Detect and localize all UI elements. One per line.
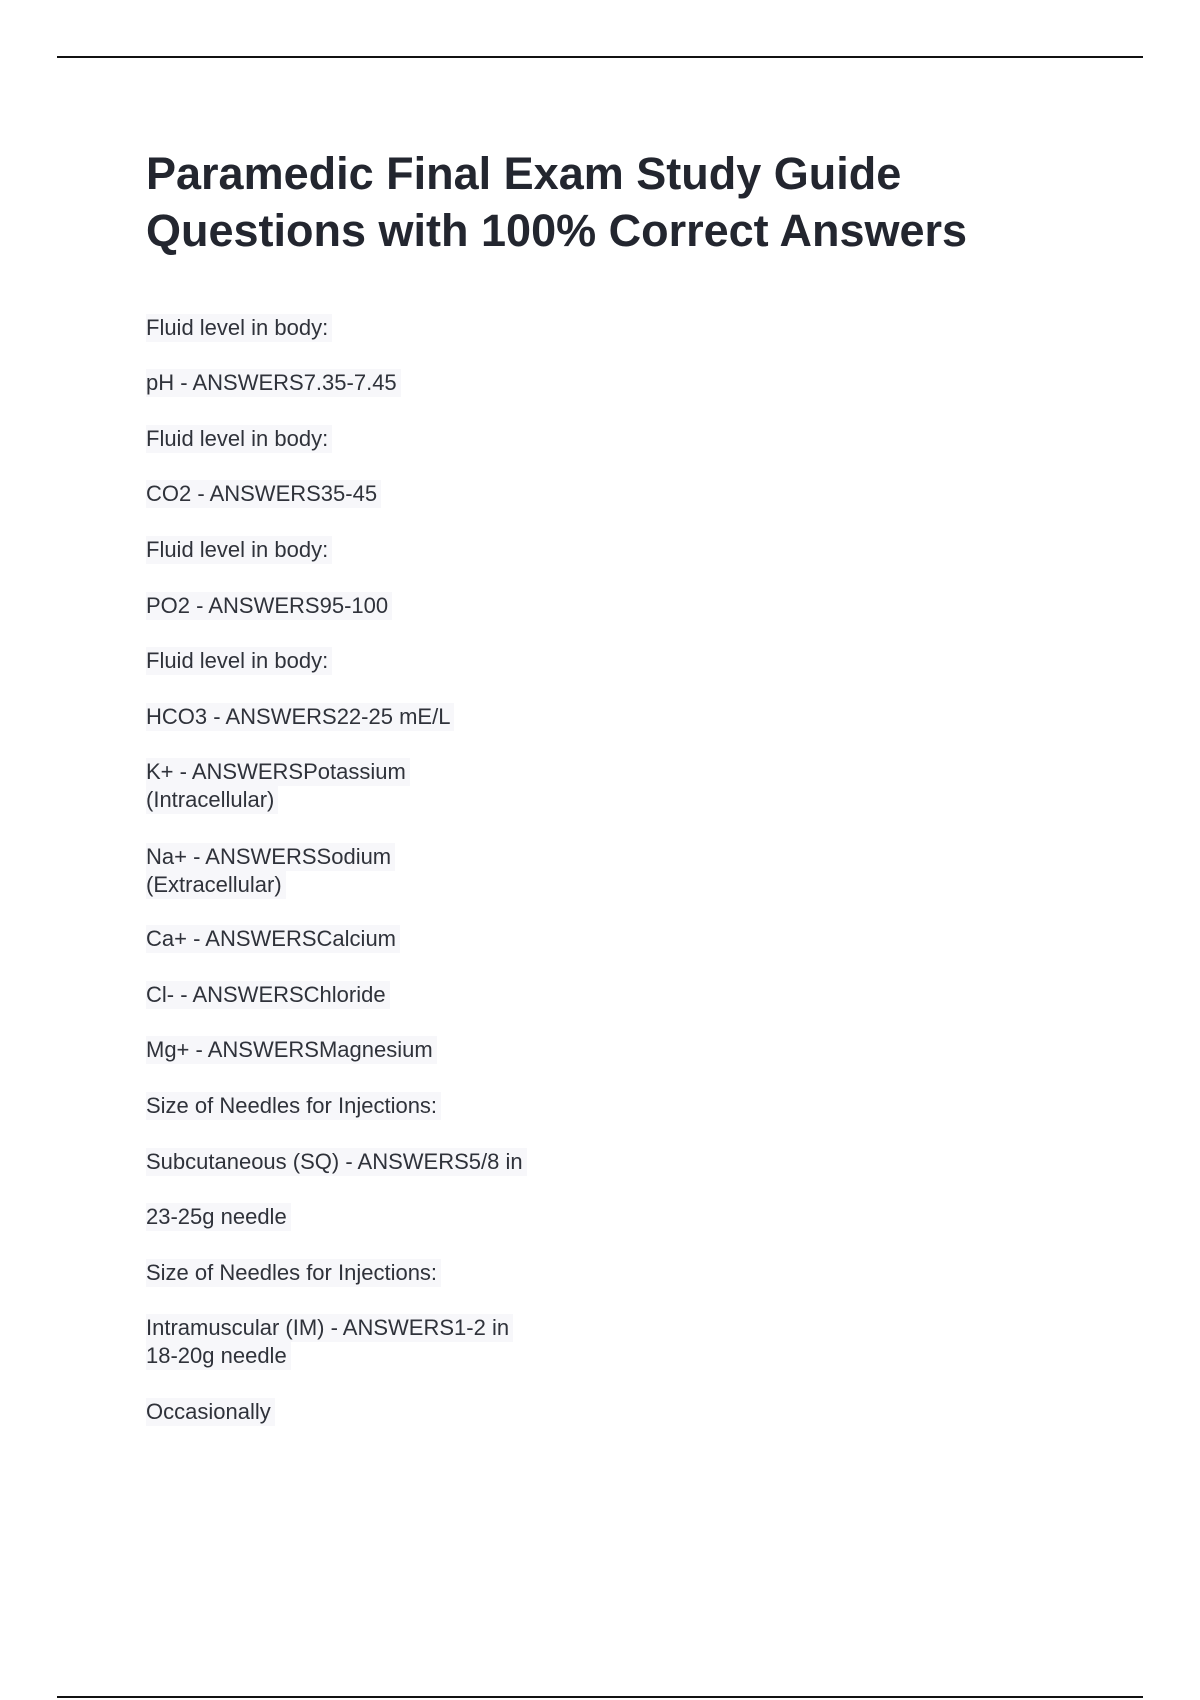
document-title (146, 145, 1106, 259)
qa-entry (146, 925, 400, 953)
qa-entry (146, 592, 392, 620)
entry-text: CO2 - ANSWERS35-45 (146, 480, 381, 508)
qa-entry (146, 1314, 513, 1370)
entry-text: Mg+ - ANSWERSMagnesium (146, 1036, 437, 1064)
title-line: Questions with 100% Correct Answers (146, 205, 968, 256)
entry-text: 18-20g needle (146, 1342, 291, 1370)
bottom-divider (57, 1696, 1143, 1698)
qa-entry (146, 843, 395, 899)
qa-entry (146, 1259, 441, 1287)
qa-entry (146, 480, 381, 508)
entry-text: Cl- - ANSWERSChloride (146, 981, 390, 1009)
entry-text: Fluid level in body: (146, 425, 332, 453)
title-line: Paramedic Final Exam Study Guide (146, 148, 902, 199)
qa-entry (146, 1036, 437, 1064)
entry-text: Fluid level in body: (146, 647, 332, 675)
entry-text: PO2 - ANSWERS95-100 (146, 592, 392, 620)
entry-text: Size of Needles for Injections: (146, 1092, 441, 1120)
qa-entry (146, 1203, 291, 1231)
entry-text: HCO3 - ANSWERS22-25 mE/L (146, 703, 454, 731)
qa-entry (146, 758, 410, 814)
qa-entry (146, 703, 454, 731)
qa-entry (146, 425, 332, 453)
entry-text: (Intracellular) (146, 786, 278, 814)
entry-text: Intramuscular (IM) - ANSWERS1-2 in (146, 1314, 513, 1342)
qa-entry (146, 369, 401, 397)
qa-entry (146, 647, 332, 675)
entry-text: Ca+ - ANSWERSCalcium (146, 925, 400, 953)
entry-text: Fluid level in body: (146, 536, 332, 564)
entry-text: K+ - ANSWERSPotassium (146, 758, 410, 786)
entry-text: Na+ - ANSWERSSodium (146, 843, 395, 871)
qa-entry (146, 1398, 275, 1426)
top-divider (57, 56, 1143, 58)
entry-text: Occasionally (146, 1398, 275, 1426)
entry-text: Fluid level in body: (146, 314, 332, 342)
qa-entry (146, 1148, 527, 1176)
qa-entry (146, 981, 390, 1009)
entry-text: pH - ANSWERS7.35-7.45 (146, 369, 401, 397)
entry-text: Size of Needles for Injections: (146, 1259, 441, 1287)
qa-entry (146, 314, 332, 342)
entry-text: Subcutaneous (SQ) - ANSWERS5/8 in (146, 1148, 527, 1176)
qa-entry (146, 536, 332, 564)
entry-text: (Extracellular) (146, 871, 286, 899)
entry-text: 23-25g needle (146, 1203, 291, 1231)
qa-entry (146, 1092, 441, 1120)
